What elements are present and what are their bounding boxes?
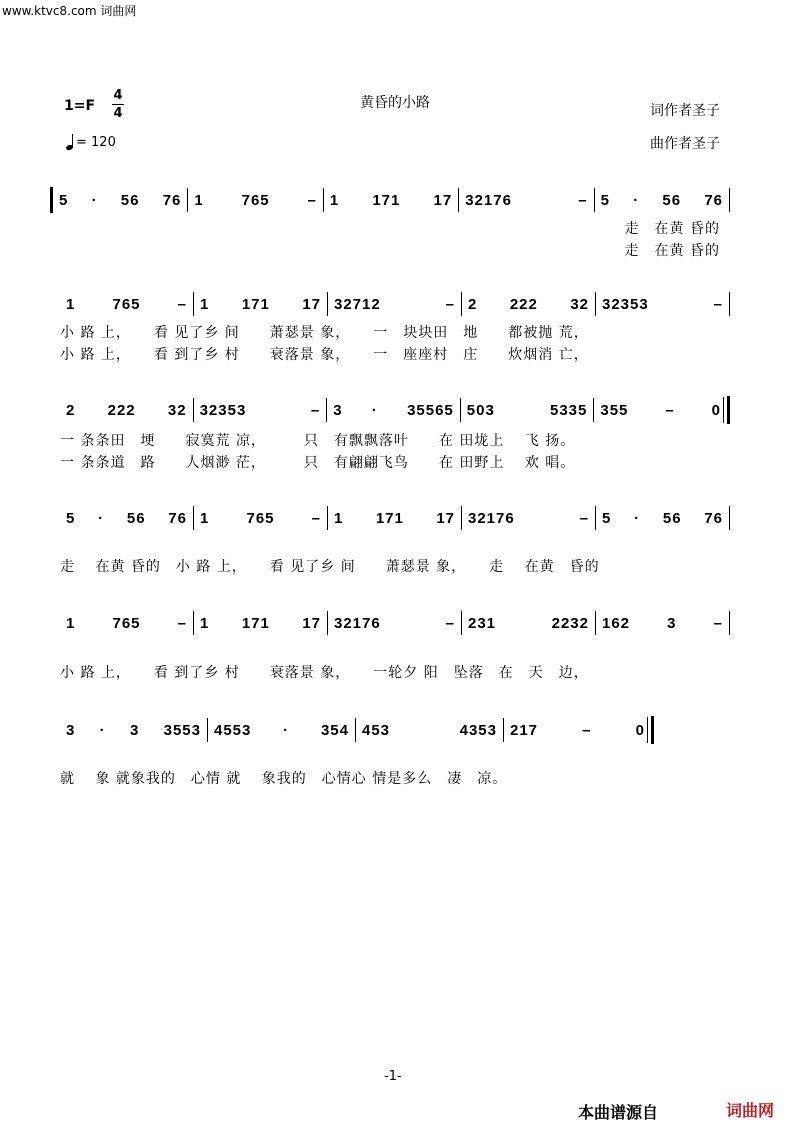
page-number: -1- <box>384 1069 402 1084</box>
song-title: 黄昏的小路 <box>360 95 430 111</box>
measure: 5 · 56 76 <box>600 191 724 209</box>
measure: 1 765 – <box>200 509 321 527</box>
measure: 1 171 17 <box>334 509 455 527</box>
lyric-line-1-verse-2: 走 在黄 昏的 <box>624 243 720 259</box>
notation-system-5 <box>60 611 730 635</box>
lyric-line-4: 走 在黄 昏的 小 路 上， 看 见了乡 间 萧瑟景 象， 走 在黄 昏的 <box>60 559 600 575</box>
notation-system-3 <box>60 398 730 422</box>
measure: 2 222 32 <box>66 401 187 419</box>
measure: 503 5335 <box>466 401 588 419</box>
measure: 162 3 – <box>602 614 723 632</box>
barline <box>729 506 730 530</box>
notation-system-2 <box>60 292 730 316</box>
barline <box>729 188 730 212</box>
tempo-marking <box>66 134 116 150</box>
lyric-line-1-verse-1: 走 在黄 昏的 <box>624 221 720 237</box>
source-brand-link[interactable]: 词曲网 <box>726 1101 775 1120</box>
barline <box>729 292 730 316</box>
time-signature-divider <box>112 104 124 105</box>
measure: 5 · 56 76 <box>602 509 723 527</box>
measure: 32353 – <box>602 295 723 313</box>
repeat-end-barline <box>727 396 730 424</box>
measure: 1 765 – <box>66 614 187 632</box>
measure: 5 · 56 76 <box>66 509 187 527</box>
time-signature-bottom: 4 <box>113 106 123 121</box>
measure: 5 · 56 76 <box>59 191 182 209</box>
measure: 32712 – <box>334 295 455 313</box>
lyric-line-6: 就 象 就象我的 心情 就 象我的 心情心 情是多么 凄 凉。 <box>60 771 508 787</box>
time-signature-top: 4 <box>113 88 123 103</box>
quarter-note-icon <box>66 134 76 150</box>
barline <box>729 611 730 635</box>
lyricist-credit: 词作者圣子 <box>650 103 720 119</box>
measure: 453 4353 <box>362 721 497 739</box>
notation-system-6 <box>60 718 654 742</box>
measure: 1 171 17 <box>200 295 321 313</box>
lyric-line-2-verse-1: 小 路 上， 看 见了乡 间 萧瑟景 象， 一 块块田 地 都被抛 荒， <box>60 325 589 341</box>
measure: 1 765 – <box>66 295 187 313</box>
time-signature <box>112 88 124 121</box>
key-signature: 1=F <box>64 98 96 114</box>
measure: 3 · 35565 <box>333 401 454 419</box>
measure: 3 · 3 3553 <box>66 721 201 739</box>
measure: 1 765 – <box>194 191 317 209</box>
lyric-line-3-verse-1: 一 条条田 埂 寂寞荒 凉， 只 有飘飘落叶 在 田垅上 飞 扬。 <box>60 433 576 449</box>
final-barline <box>651 716 654 744</box>
measure: 355 – 0 <box>600 401 721 419</box>
composer-credit: 曲作者圣子 <box>650 136 720 152</box>
measure: 1 171 17 <box>329 191 453 209</box>
site-watermark[interactable]: www.ktvc8.com 词曲网 <box>2 4 137 18</box>
measure: 4553 · 354 <box>214 721 349 739</box>
tempo-value: = 120 <box>76 135 116 150</box>
source-label: 本曲谱源自 <box>578 1103 659 1122</box>
measure: 32353 – <box>199 401 321 419</box>
measure: 1 171 17 <box>200 614 321 632</box>
measure: 217 – 0 <box>510 721 645 739</box>
measure: 32176 – <box>465 191 588 209</box>
notation-system-4 <box>60 506 730 530</box>
measure: 231 2232 <box>468 614 589 632</box>
measure: 2 222 32 <box>468 295 589 313</box>
lyric-line-5: 小 路 上， 看 到了乡 村 衰落景 象， 一轮夕 阳 坠落 在 天 边， <box>60 665 589 681</box>
lyric-line-3-verse-2: 一 条条道 路 人烟渺 茫， 只 有翩翩飞鸟 在 田野上 欢 唱。 <box>60 455 576 471</box>
measure: 32176 – <box>468 509 589 527</box>
lyric-line-2-verse-2: 小 路 上， 看 到了乡 村 衰落景 象， 一 座座村 庄 炊烟消 亡， <box>60 347 589 363</box>
notation-system-1 <box>60 188 730 212</box>
measure: 32176 – <box>334 614 455 632</box>
